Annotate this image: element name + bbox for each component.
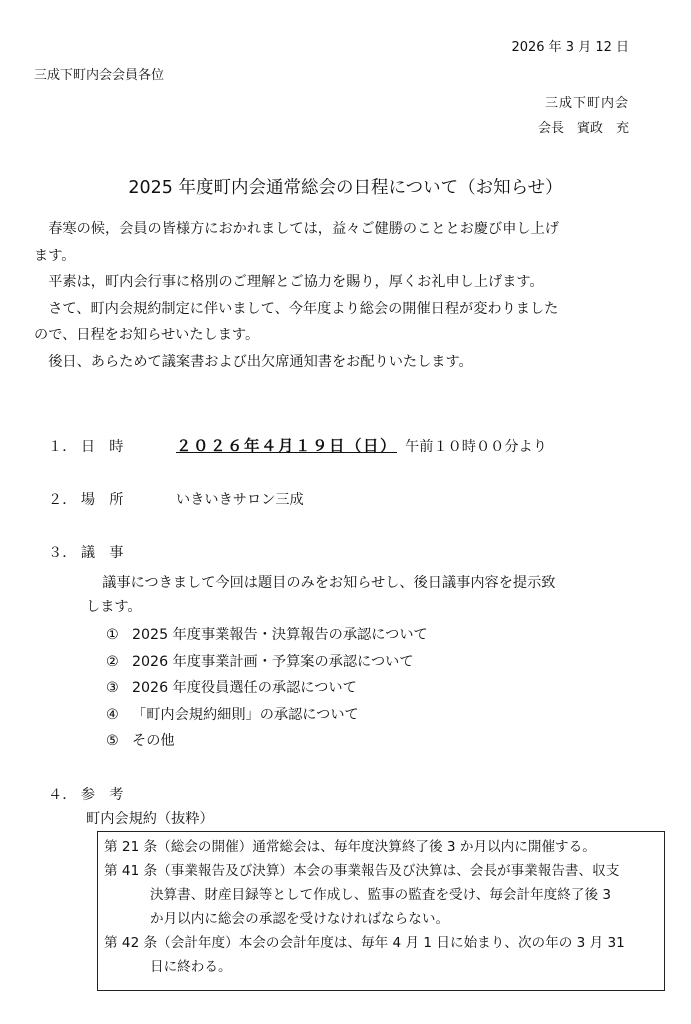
agenda-item [106, 728, 428, 755]
bylaws-excerpt-heading: 町内会規約（抜粋） [86, 811, 214, 827]
section-1-label: 日 時 [80, 439, 124, 455]
section-2-number: ２． [48, 492, 77, 508]
paragraph-3 [34, 296, 638, 323]
agenda-item-mark: ⑤ [106, 733, 119, 749]
document-title: 2025 年度町内会通常総会の日程について（お知らせ） [128, 178, 563, 198]
sender-organization: 三成下町内会 [544, 96, 629, 111]
meeting-place: いきいきサロン三成 [176, 492, 304, 508]
agenda-item-mark: ① [106, 627, 119, 643]
agenda-item-mark: ③ [106, 680, 119, 696]
section-agenda [48, 542, 123, 562]
agenda-intro [88, 570, 638, 597]
agenda-item-text: 2026 年度事業計画・予算案の承認について [132, 653, 414, 670]
addressee: 三成下町内会会員各位 [34, 68, 165, 83]
article-41-line-2: 決算書、財産目録等として作成し、監事の監査を受け、毎会計年度終了後 3 [150, 887, 612, 903]
section-3-number: ３． [48, 545, 77, 561]
meeting-time: 午前１０時００分より [405, 439, 547, 455]
article-42-line-1: 第 42 条（会計年度）本会の会計年度は、毎年 4 月 1 日に始まり、次の年の 3 月 31 [104, 935, 625, 951]
section-4-number: ４． [48, 787, 77, 803]
section-4-label: 参 考 [80, 787, 124, 803]
greeting-body [34, 216, 638, 375]
article-42-line-2: 日に終わる。 [150, 959, 232, 975]
paragraph-4: 後日、あらためて議案書および出欠席通知書をお配りいたします。 [48, 353, 473, 370]
agenda-item-mark: ④ [106, 706, 119, 723]
section-1-number: １． [48, 439, 77, 455]
article-21: 第 21 条（総会の開催）通常総会は、毎年度決算終了後 3 か月以内に開催する。 [104, 839, 596, 855]
agenda-item-text: 2025 年度事業報告・決算報告の承認について [132, 627, 428, 643]
agenda-intro-line-1: 議事につきまして今回は題目のみをお知らせし、後日議事内容を提示致 [102, 575, 556, 591]
agenda-item-text: 「町内会規約細則」の承認について [132, 706, 359, 723]
sender-chairperson: 会長 賓政 充 [537, 121, 629, 136]
paragraph-3-line-1: さて、町内会規約制定に伴いまして、今年度より総会の開催日程が変わりました [48, 300, 559, 317]
paragraph-1-line-2: ます。 [34, 247, 76, 264]
bylaws-excerpt-box [97, 831, 665, 991]
section-3-label: 議 事 [80, 545, 124, 561]
agenda-item [106, 702, 428, 729]
section-reference [48, 784, 123, 804]
section-datetime [48, 436, 123, 456]
paragraph-3-line-2: ので、日程をお知らせいたします。 [34, 327, 260, 343]
section-place [48, 489, 123, 509]
meeting-date: ２０２６年４月１９日（日） [176, 437, 398, 455]
agenda-item [106, 649, 428, 676]
section-2-label: 場 所 [80, 492, 124, 508]
agenda-item [106, 675, 428, 702]
paragraph-1-line-1: 春寒の候，会員の皆様方におかれましては，益々ご健勝のこととお慶び申し上げ [48, 221, 559, 237]
paragraph-2: 平素は，町内会行事に格別のご理解とご協力を賜り，厚くお礼申し上げます。 [48, 274, 544, 290]
agenda-item-mark: ② [106, 653, 119, 670]
paragraph-1 [34, 216, 638, 243]
agenda-item-text: その他 [132, 733, 175, 749]
document-date: 2026 年 3 月 12 日 [511, 40, 629, 55]
agenda-item-text: 2026 年度役員選任の承認について [132, 680, 357, 696]
article-41-line-1: 第 41 条（事業報告及び決算）本会の事業報告及び決算は、会長が事業報告書、収支 [104, 863, 620, 879]
agenda-list [106, 622, 428, 755]
agenda-item [106, 622, 428, 649]
article-41-line-3: か月以内に総会の承認を受けなければならない。 [150, 911, 450, 927]
agenda-intro-line-2: します。 [86, 599, 142, 615]
